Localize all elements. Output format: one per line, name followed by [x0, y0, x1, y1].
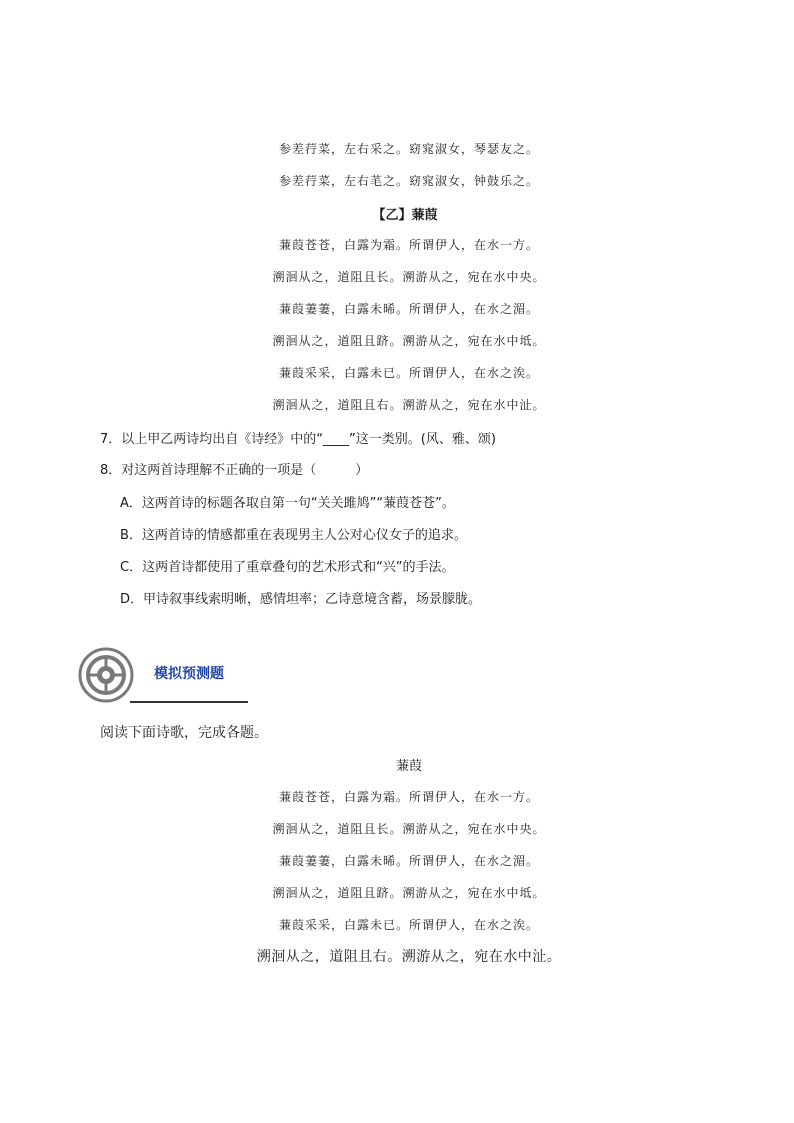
poem-a-line-1: 参差荇菜，左右采之。窈窕淑女，琴瑟友之。: [278, 142, 539, 156]
target-icon: [78, 646, 134, 704]
poem-c-line-2: 溯洄从之，道阻且长。溯游从之，宛在水中央。: [272, 822, 546, 836]
poem-c-line-4: 溯洄从之，道阻且跻。溯游从之，宛在水中坻。: [272, 886, 546, 900]
poem-c-line-3: 蒹葭萋萋，白露未晞。所谓伊人，在水之湄。: [278, 854, 539, 868]
option-c: C．这两首诗都使用了重章叠句的艺术形式和“兴”的手法。: [120, 560, 455, 575]
poem-c-title: 蒹葭: [395, 759, 422, 774]
poem-c-line-1: 蒹葭苍苍，白露为霜。所谓伊人，在水一方。: [278, 790, 539, 804]
poem-a-line-2: 参差荇菜，左右芼之。窈窕淑女，钟鼓乐之。: [278, 174, 539, 188]
poem-b-line-3: 蒹葭萋萋，白露未晞。所谓伊人，在水之湄。: [278, 302, 539, 316]
poem-b-line-4: 溯洄从之，道阻且跻。溯游从之，宛在水中坻。: [272, 334, 546, 348]
poem-b-title: 【乙】蒹葭: [372, 208, 438, 223]
poem-b-line-5: 蒹葭采采，白露未已。所谓伊人，在水之涘。: [278, 366, 539, 380]
poem-b-line-6: 溯洄从之，道阻且右。溯游从之，宛在水中沚。: [272, 398, 546, 412]
poem-b-line-1: 蒹葭苍苍，白露为霜。所谓伊人，在水一方。: [278, 238, 539, 252]
poem-b-line-2: 溯洄从之，道阻且长。溯游从之，宛在水中央。: [272, 270, 546, 284]
poem-c-line-5: 蒹葭采采，白露未已。所谓伊人，在水之涘。: [278, 918, 539, 932]
section-header: [78, 646, 248, 706]
option-a: A．这两首诗的标题各取自第一句“关关雎鸠”“蒹葭苍苍”。: [120, 496, 455, 511]
option-b: B．这两首诗的情感都重在表现男主人公对心仪女子的追求。: [120, 528, 467, 543]
reading-instruction: 阅读下面诗歌，完成各题。: [100, 725, 268, 741]
option-d: D．甲诗叙事线索明晰，感情坦率；乙诗意境含蓄，场景朦胧。: [120, 592, 482, 607]
question-8: 8．对这两首诗理解不正确的一项是（ ）: [100, 463, 369, 478]
section-divider: [130, 701, 248, 703]
poem-c-line-6: 溯洄从之，道阻且右。溯游从之，宛在水中沚。: [256, 949, 562, 965]
question-7: 7．以上甲乙两诗均出自《诗经》中的“____”这一类别。(风、雅、颂): [100, 432, 496, 447]
section-title: 模拟预测题: [154, 666, 224, 682]
